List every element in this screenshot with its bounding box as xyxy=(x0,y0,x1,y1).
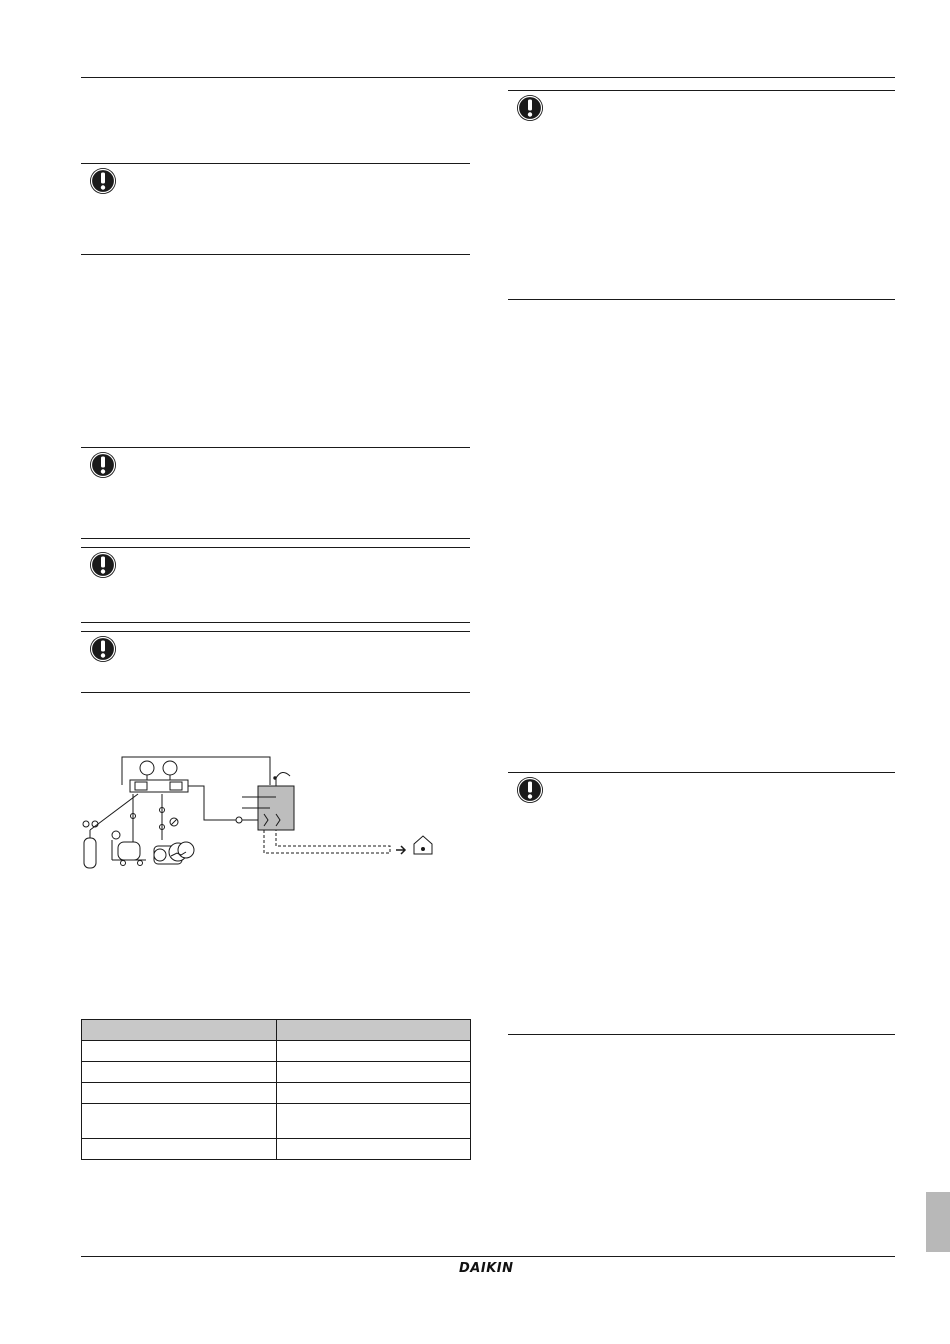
important-icon xyxy=(88,450,118,480)
table-header-cell xyxy=(277,1020,471,1041)
table-row xyxy=(82,1062,471,1083)
side-tab xyxy=(926,1192,950,1252)
table-cell xyxy=(82,1139,277,1160)
note-bottom-rule xyxy=(81,622,470,623)
important-icon xyxy=(515,775,545,805)
table-cell xyxy=(82,1104,277,1139)
table-cell xyxy=(82,1062,277,1083)
table-cell xyxy=(82,1041,277,1062)
important-icon xyxy=(88,634,118,664)
note-top-rule xyxy=(508,772,895,773)
important-icon xyxy=(88,166,118,196)
note-top-rule xyxy=(81,547,470,548)
note-top-rule xyxy=(81,163,470,164)
footer-rule xyxy=(81,1256,895,1257)
refrigerant-charging-diagram xyxy=(78,750,450,880)
important-icon xyxy=(515,93,545,123)
note-bottom-rule xyxy=(81,538,470,539)
table-row xyxy=(82,1139,471,1160)
table-cell xyxy=(277,1104,471,1139)
note-bottom-rule xyxy=(508,299,895,300)
table-row xyxy=(82,1104,471,1139)
table-cell xyxy=(277,1041,471,1062)
table-cell xyxy=(277,1062,471,1083)
daikin-logo: DAIKIN xyxy=(459,1261,514,1276)
table-cell xyxy=(277,1139,471,1160)
table-header-row xyxy=(82,1020,471,1041)
table-row xyxy=(82,1041,471,1062)
header-rule xyxy=(81,77,895,78)
table-header-cell xyxy=(82,1020,277,1041)
note-top-rule xyxy=(81,447,470,448)
table-cell xyxy=(277,1083,471,1104)
note-bottom-rule xyxy=(81,692,470,693)
spec-table xyxy=(81,1019,471,1160)
note-top-rule xyxy=(508,90,895,91)
note-bottom-rule xyxy=(508,1034,895,1035)
important-icon xyxy=(88,550,118,580)
note-bottom-rule xyxy=(81,254,470,255)
note-top-rule xyxy=(81,631,470,632)
table-row xyxy=(82,1083,471,1104)
table-cell xyxy=(82,1083,277,1104)
